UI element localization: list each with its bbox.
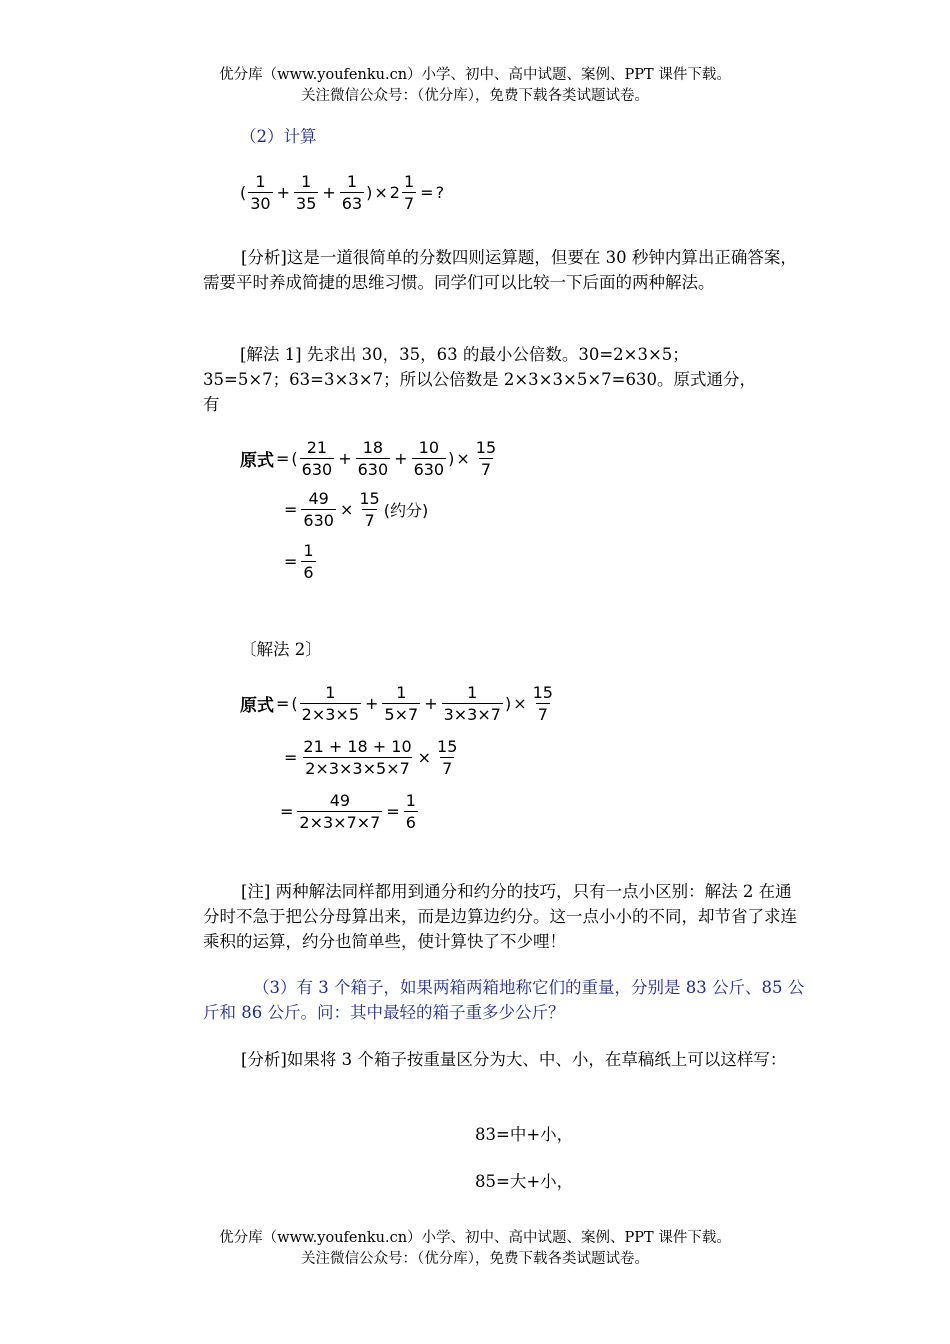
fraction: $\frac{1}{30}$ [250,172,271,213]
method2-title: 〔解法 2〕 [240,640,322,659]
times-sign: × [417,748,432,767]
equals-sign: = [386,802,400,821]
times-sign: × [456,449,470,468]
problem3-title: （3）有 3 个箱子，如果两箱两箱地称它们的重量，分别是 83 公斤、85 公斤和 86 公斤。问：其中最轻的箱子重多少公斤？ [203,978,805,1022]
fraction: $\frac{21}{630}$ [301,438,333,479]
header-line-1: 优分库（www.youfenku.cn）小学、初中、高中试题、案例、PPT 课件下载。 [219,67,731,83]
plus-sign: + [394,449,408,468]
problem2-analysis: [分析]这是一道很简单的分数四则运算题，但要在 30 秒钟内算出正确答案，需要平时养成简捷的思维习惯。同学们可以比较一下后面的两种解法。 [203,248,797,292]
times-sign: × [513,694,527,713]
fraction: $\frac{49}{630}$ [303,489,334,530]
problem2-expression [240,172,444,213]
equals-sign: = [280,802,294,821]
method2-row1 [240,683,557,724]
fraction: $\frac{1}{2\times 3\times 5}$ [301,683,360,724]
equals-sign: = [276,449,290,468]
equation-line-1: 83=中+小， [475,1125,574,1144]
fraction: $\frac{1}{35}$ [296,172,317,213]
paren-close: ) [504,694,512,713]
paren-open: ( [240,183,247,202]
fraction: $\frac{1}{63}$ [341,172,363,213]
paren-close: ) [366,183,373,202]
method1-line1: [解法 1] 先求出 30，35，63 的最小公倍数。30=2×3×5； [240,345,689,364]
method2-row3 [278,791,420,832]
fraction: $\frac{15}{7}$ [475,438,497,479]
fraction: $\frac{18}{630}$ [357,438,389,479]
paren-open: ( [291,694,298,713]
footer-line-1: 优分库（www.youfenku.cn）小学、初中、高中试题、案例、PPT 课件下载。 [219,1230,731,1246]
plus-sign: + [276,183,291,202]
question-mark: ? [435,183,445,202]
equation-line-2: 85=大+小， [475,1172,574,1191]
method1-row3 [282,541,318,582]
method1-row2 [282,489,428,530]
fraction: $\frac{1}{7}$ [403,172,415,213]
fraction: $\frac{1}{6}$ [405,791,416,832]
problem3-analysis: [分析]如果将 3 个箱子按重量区分为大、中、小，在草稿纸上可以这样写： [241,1050,787,1069]
method1-row1 [240,438,500,479]
equals-sign: = [284,748,298,767]
plus-sign: + [338,449,352,468]
method1-line3: 有 [203,395,220,414]
equals-sign: = [284,500,298,519]
paren-close: ) [448,449,455,468]
equals-sign: = [276,694,290,713]
method2-row2 [282,737,461,778]
method1-line2: 35=5×7；63=3×3×7；所以公倍数是 2×3×3×5×7=630。原式通分， [203,370,756,389]
fraction: $\frac{49}{2\times 3\times 7\times 7}$ [299,791,381,832]
reduce-note: (约分) [383,501,429,520]
times-sign: × [339,500,354,519]
fraction: $\frac{1}{3\times 3\times 7}$ [443,683,501,724]
method-note: [注] 两种解法同样都用到通分和约分的技巧，只有一点小区别：解法 2 在通分时不急于把公分母算出来，而是边算边约分。这一点小小的不同，却节省了求连乘积的运算，约分也简单些，使计算快了不少哩！ [203,882,797,951]
fraction: $\frac{15}{7}$ [532,683,553,724]
yuanshi-label: 原式 [240,451,274,471]
yuanshi-label: 原式 [240,696,274,716]
equals-sign: = [420,183,434,202]
header-line-2: 关注微信公众号：（优分库），免费下载各类试题试卷。 [301,88,649,104]
fraction: $\frac{15}{7}$ [437,737,458,778]
mixed-whole: 2 [389,183,400,202]
times-sign: × [374,183,388,202]
plus-sign: + [322,183,336,202]
problem2-title: （2）计算 [240,127,317,146]
equals-sign: = [284,552,298,571]
fraction: $\frac{21 + 18 + 10}{2\times 3\times 3\times 5\times 7}$ [303,737,412,778]
fraction: $\frac{10}{630}$ [413,438,445,479]
fraction: $\frac{1}{6}$ [303,541,314,582]
plus-sign: + [365,694,379,713]
plus-sign: + [424,694,438,713]
paren-open: ( [291,449,298,468]
fraction: $\frac{15}{7}$ [359,489,380,530]
fraction: $\frac{1}{5\times 7}$ [384,683,419,724]
footer-line-2: 关注微信公众号：（优分库），免费下载各类试题试卷。 [301,1251,649,1267]
